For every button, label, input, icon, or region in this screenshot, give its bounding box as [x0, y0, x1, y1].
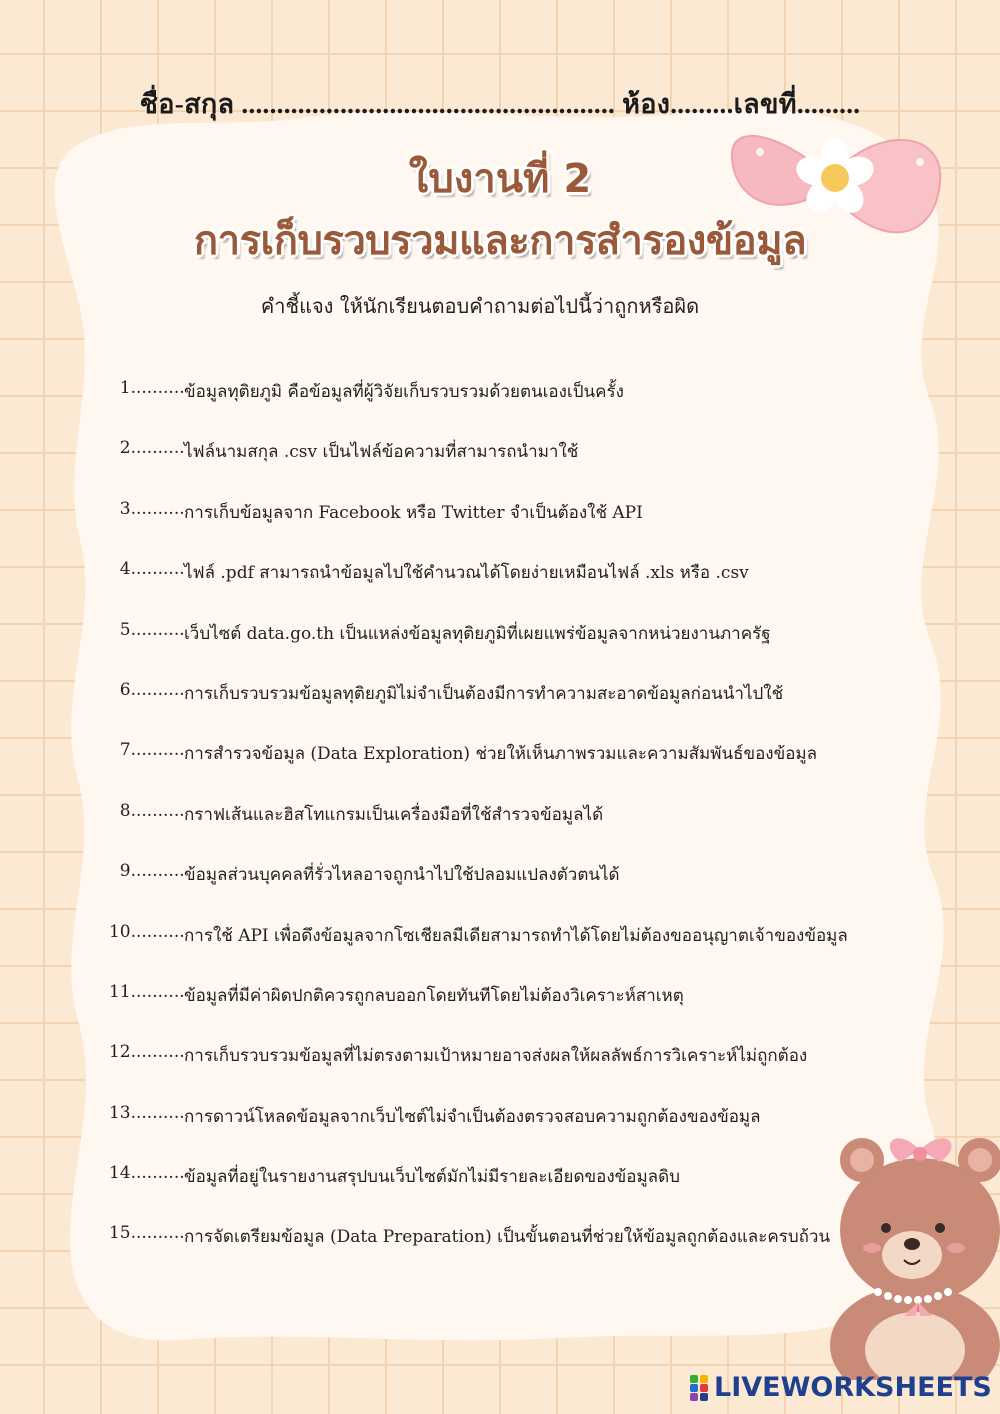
question-text: ข้อมูลส่วนบุคคลที่รั่วไหลอาจถูกนำไปใช้ปลอมแปลงตัวตนได้	[184, 865, 620, 886]
question-item	[108, 620, 898, 680]
teddy-bear-icon	[800, 1120, 1000, 1380]
question-number: 13.	[108, 1102, 136, 1123]
question-item	[108, 378, 898, 438]
question-item	[108, 801, 898, 861]
question-text: ข้อมูลทุติยภูมิ คือข้อมูลที่ผู้วิจัยเก็บรวบรวมด้วยตนเองเป็นครั้ง	[184, 382, 624, 402]
answer-blank[interactable]: .........	[136, 740, 185, 761]
question-item	[108, 559, 898, 619]
answer-blank[interactable]: .........	[136, 1102, 185, 1123]
question-number: 8.	[119, 800, 136, 821]
answer-blank[interactable]: .........	[136, 1163, 185, 1184]
question-item	[108, 922, 898, 982]
question-item	[108, 1223, 898, 1283]
question-number: 6.	[119, 679, 136, 700]
name-class-number-line: ชื่อ-สกุล ..................................................... ห้อง.........เลขที่.........	[139, 89, 861, 119]
answer-blank[interactable]: .........	[136, 800, 185, 821]
question-number: 10.	[108, 921, 136, 942]
answer-blank[interactable]: .........	[136, 438, 185, 459]
question-number: 5.	[119, 619, 136, 640]
question-text: การเก็บรวบรวมข้อมูลที่ไม่ตรงตามเป้าหมายอาจส่งผลให้ผลลัพธ์การวิเคราะห์ไม่ถูกต้อง	[184, 1046, 808, 1067]
worksheet-topic-title: การเก็บรวบรวมและการสำรองข้อมูล	[193, 218, 807, 264]
question-item	[108, 1042, 898, 1102]
question-text: การดาวน์โหลดข้อมูลจากเว็บไซต์ไม่จำเป็นต้องตรวจสอบความถูกต้องของข้อมูล	[184, 1106, 761, 1127]
answer-blank[interactable]: .........	[136, 498, 185, 519]
instruction-text: คำชี้แจง ให้นักเรียนตอบคำถามต่อไปนี้ว่าถูกหรือผิด	[260, 294, 700, 318]
question-text: ข้อมูลที่มีค่าผิดปกติควรถูกลบออกโดยทันทีโดยไม่ต้องวิเคราะห์สาเหตุ	[184, 985, 684, 1006]
question-text: การเก็บรวบรวมข้อมูลทุติยภูมิไม่จำเป็นต้องมีการทำความสะอาดข้อมูลก่อนนำไปใช้	[184, 683, 784, 704]
question-item	[108, 861, 898, 921]
answer-blank[interactable]: .........	[136, 981, 185, 1002]
question-number: 2.	[119, 438, 136, 459]
question-text: การสำรวจข้อมูล (Data Exploration) ช่วยให้เห็นภาพรวมและความสัมพันธ์ของข้อมูล	[184, 744, 818, 765]
question-number: 9.	[119, 861, 136, 882]
question-number: 4.	[119, 559, 136, 580]
question-item	[108, 438, 898, 498]
question-text: การจัดเตรียมข้อมูล (Data Preparation) เป็นขั้นตอนที่ช่วยให้ข้อมูลถูกต้องและครบถ้วน	[184, 1227, 831, 1248]
logo-text: LIVEWORKSHEETS	[714, 1372, 992, 1403]
question-number: 1.	[119, 378, 136, 398]
question-number: 15.	[108, 1223, 136, 1244]
question-item	[108, 499, 898, 559]
answer-blank[interactable]: .........	[136, 861, 185, 882]
answer-blank[interactable]: .........	[136, 921, 185, 942]
question-item	[108, 1103, 898, 1163]
answer-blank[interactable]: .........	[136, 559, 185, 580]
answer-blank[interactable]: .........	[136, 679, 185, 700]
question-item	[108, 1163, 898, 1223]
question-number: 14.	[108, 1163, 136, 1184]
liveworksheets-logo[interactable]	[690, 1372, 992, 1403]
question-item	[108, 740, 898, 800]
question-text: การเก็บข้อมูลจาก Facebook หรือ Twitter จำเป็นต้องใช้ API	[184, 502, 643, 523]
question-text: กราฟเส้นและฮิสโทแกรมเป็นเครื่องมือที่ใช้สำรวจข้อมูลได้	[184, 804, 604, 825]
question-text: ไฟล์นามสกุล .csv เป็นไฟล์ข้อความที่สามารถนำมาใช้	[184, 442, 579, 463]
question-number: 11.	[108, 981, 136, 1002]
question-number: 7.	[119, 740, 136, 761]
question-text: เว็บไซต์ data.go.th เป็นแหล่งข้อมูลทุติยภูมิที่เผยแพร่ข้อมูลจากหน่วยงานภาครัฐ	[184, 623, 771, 644]
question-number: 12.	[108, 1042, 136, 1063]
worksheet-number-title: ใบงานที่ 2	[408, 156, 592, 202]
answer-blank[interactable]: .........	[136, 1223, 185, 1244]
answer-blank[interactable]: .........	[136, 619, 185, 640]
question-text: การใช้ API เพื่อดึงข้อมูลจากโซเชียลมีเดียสามารถทำได้โดยไม่ต้องขออนุญาตเจ้าของข้อมูล	[184, 925, 848, 946]
question-text: ไฟล์ .pdf สามารถนำข้อมูลไปใช้คำนวณได้โดยง่ายเหมือนไฟล์ .xls หรือ .csv	[184, 563, 749, 584]
question-number: 3.	[119, 498, 136, 519]
answer-blank[interactable]: .........	[136, 1042, 185, 1063]
answer-blank[interactable]: .........	[136, 378, 185, 398]
question-text: ข้อมูลที่อยู่ในรายงานสรุปบนเว็บไซต์มักไม่มีรายละเอียดของข้อมูลดิบ	[184, 1167, 680, 1188]
liveworksheets-logo-icon	[690, 1375, 710, 1401]
question-list	[108, 378, 898, 1284]
question-item	[108, 680, 898, 740]
question-item	[108, 982, 898, 1042]
